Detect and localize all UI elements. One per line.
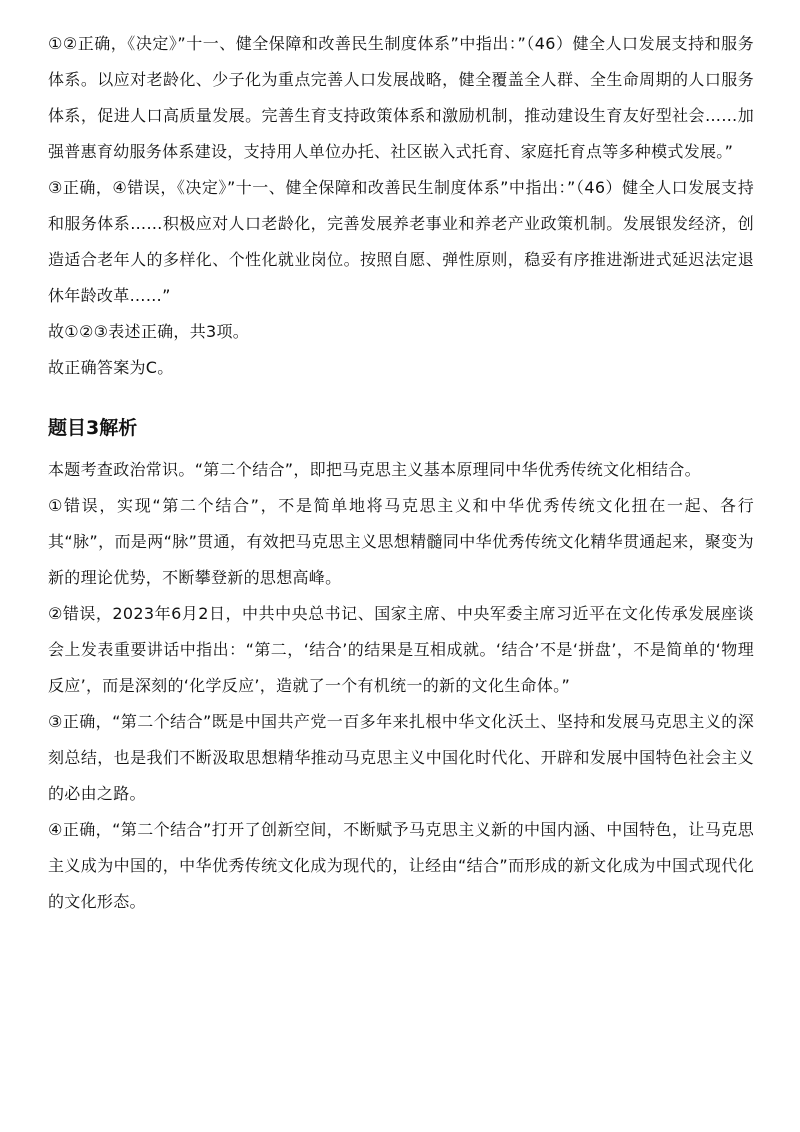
paragraph-option-4: ④正确，“第二个结合”打开了创新空间，不断赋予马克思主义新的中国内涵、中国特色，让马克思主义成为中国的，中华优秀传统文化成为现代的，让经由“结合”而形成的新文化成为中国式现代化的文化形态。 — [48, 820, 754, 911]
previous-answer-section — [48, 26, 754, 386]
paragraph-option-1: ①错误，实现“第二个结合”，不是简单地将马克思主义和中华优秀传统文化扭在一起、各行其“脉”，而是两“脉”贯通，有效把马克思主义思想精髓同中华优秀传统文化精华贯通起来，聚变为新的理论优势，不断攀登新的思想高峰。 — [48, 496, 754, 587]
paragraph-options-3-4: ③正确，④错误，《决定》”十一、健全保障和改善民生制度体系”中指出：”（46）健全人口发展支持和服务体系……积极应对人口老龄化，完善发展养老事业和养老产业政策机制。发展银发经济，创造适合老年人的多样化、个性化就业岗位。按照自愿、弹性原则，稳妥有序推进渐进式延迟法定退休年龄改革……” — [48, 178, 754, 305]
paragraph-conclusion: 故①②③表述正确，共3项。 — [48, 322, 250, 341]
paragraph-intro: 本题考查政治常识。“第二个结合”，即把马克思主义基本原理同中华优秀传统文化相结合。 — [48, 460, 701, 479]
paragraph-answer: 故正确答案为C。 — [48, 358, 174, 377]
question-3-analysis-section — [48, 404, 754, 920]
section-heading: 题目3解析 — [48, 417, 138, 439]
paragraph-options-1-2: ①②正确，《决定》”十一、健全保障和改善民生制度体系”中指出：”（46）健全人口发展支持和服务体系。以应对老龄化、少子化为重点完善人口发展战略，健全覆盖全人群、全生命周期的人口服务体系，促进人口高质量发展。完善生育支持政策体系和激励机制，推动建设生育友好型社会……加强普惠育幼服务体系建设，支持用人单位办托、社区嵌入式托育、家庭托育点等多种模式发展。” — [48, 34, 754, 161]
paragraph-option-3: ③正确，“第二个结合”既是中国共产党一百多年来扎根中华文化沃土、坚持和发展马克思主义的深刻总结，也是我们不断汲取思想精华推动马克思主义中国化时代化、开辟和发展中国特色社会主义的必由之路。 — [48, 712, 754, 803]
document-page — [48, 26, 754, 920]
paragraph-option-2: ②错误，2023年6月2日，中共中央总书记、国家主席、中央军委主席习近平在文化传承发展座谈会上发表重要讲话中指出：“第二，‘结合’的结果是互相成就。‘结合’不是‘拼盘’，不是简单的‘物理反应’，而是深刻的‘化学反应’，造就了一个有机统一的新的文化生命体。” — [48, 604, 754, 695]
